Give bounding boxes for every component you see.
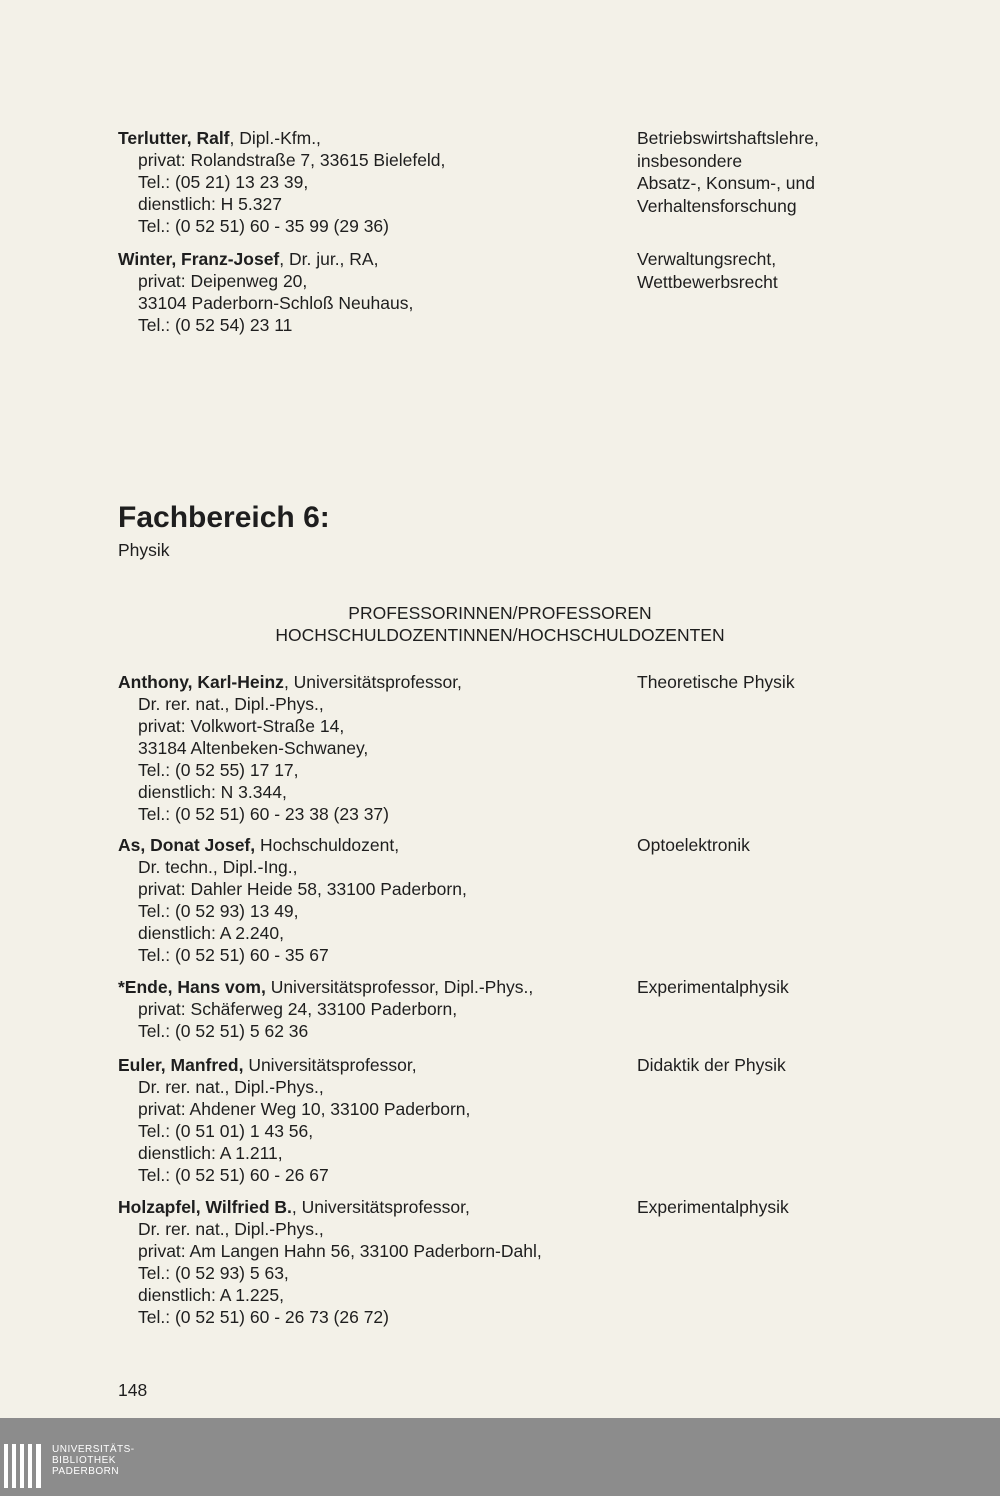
- detail-line: Tel.: (05 21) 13 23 39,: [138, 172, 309, 192]
- subject-line: Didaktik der Physik: [637, 1055, 786, 1075]
- entry-details: [118, 834, 618, 966]
- subject-line: Verhaltensforschung: [637, 195, 797, 216]
- person-title: Universitätsprofessor, Dipl.-Phys.,: [265, 977, 534, 997]
- entry-heading-line: [118, 976, 618, 998]
- person-name: Winter, Franz-Josef: [118, 249, 280, 269]
- subject-line: Experimentalphysik: [637, 977, 789, 997]
- detail-line: Tel.: (0 52 51) 60 - 35 99 (29 36): [138, 216, 389, 236]
- detail-line: Dr. rer. nat., Dipl.-Phys.,: [138, 694, 324, 714]
- detail-line: privat: Schäferweg 24, 33100 Paderborn,: [138, 999, 458, 1019]
- logo-line: UNIVERSITÄTS-: [52, 1444, 135, 1455]
- subject-line: Wettbewerbsrecht: [637, 271, 778, 292]
- detail-line: Tel.: (0 52 93) 13 49,: [138, 901, 299, 921]
- subject-area: [637, 834, 997, 857]
- detail-line: Tel.: (0 52 51) 60 - 23 38 (23 37): [138, 804, 389, 824]
- detail-line: privat: Deipenweg 20,: [138, 271, 308, 291]
- subject-line: Optoelektronik: [637, 835, 750, 855]
- subject-line: Verwaltungsrecht,: [637, 249, 777, 269]
- entry-details: [118, 671, 618, 825]
- detail-line: Tel.: (0 52 51) 5 62 36: [138, 1021, 309, 1041]
- detail-line: Tel.: (0 52 55) 17 17,: [138, 760, 299, 780]
- detail-line: Dr. rer. nat., Dipl.-Phys.,: [138, 1219, 324, 1239]
- subject-area: [637, 671, 997, 694]
- person-title: , Dr. jur., RA,: [279, 249, 379, 269]
- detail-line: Tel.: (0 52 51) 60 - 26 67: [138, 1165, 329, 1185]
- subject-area: [637, 248, 997, 293]
- detail-line: dienstlich: A 2.240,: [138, 923, 284, 943]
- detail-line: dienstlich: H 5.327: [138, 194, 282, 214]
- subject-line: Theoretische Physik: [637, 672, 795, 692]
- person-name: Holzapfel, Wilfried B.: [118, 1197, 292, 1217]
- person-name: As, Donat Josef,: [118, 835, 256, 855]
- entry-details: [118, 127, 618, 237]
- detail-line: Dr. techn., Dipl.-Ing.,: [138, 857, 298, 877]
- entry-heading-line: [118, 834, 618, 856]
- entry-heading-line: [118, 127, 618, 149]
- library-footer: [0, 1418, 1000, 1496]
- library-logo-text: [52, 1444, 135, 1477]
- detail-line: dienstlich: N 3.344,: [138, 782, 287, 802]
- entry-heading-line: [118, 671, 618, 693]
- detail-line: Tel.: (0 52 93) 5 63,: [138, 1263, 289, 1283]
- detail-line: privat: Rolandstraße 7, 33615 Bielefeld,: [138, 150, 446, 170]
- subject-area: [637, 976, 997, 999]
- detail-line: privat: Ahdener Weg 10, 33100 Paderborn,: [138, 1099, 471, 1119]
- entry-details: [118, 1054, 618, 1186]
- entry-details: [118, 976, 618, 1042]
- entry-heading-line: [118, 1054, 618, 1076]
- person-title: Hochschuldozent,: [255, 835, 400, 855]
- person-title: , Dipl.-Kfm.,: [229, 128, 321, 148]
- detail-line: 33184 Altenbeken-Schwaney,: [138, 738, 369, 758]
- person-name: Terlutter, Ralf: [118, 128, 230, 148]
- detail-line: Tel.: (0 52 51) 60 - 35 67: [138, 945, 329, 965]
- subject-area: [637, 1054, 997, 1077]
- detail-line: dienstlich: A 1.211,: [138, 1143, 283, 1163]
- person-title: Universitätsprofessor,: [243, 1055, 417, 1075]
- subject-area: [637, 1196, 997, 1219]
- person-name: *Ende, Hans vom,: [118, 977, 266, 997]
- detail-line: privat: Dahler Heide 58, 33100 Paderborn,: [138, 879, 467, 899]
- subject-line: Absatz-, Konsum-, und: [637, 173, 815, 193]
- person-name: Euler, Manfred,: [118, 1055, 244, 1075]
- detail-line: Tel.: (0 52 54) 23 11: [138, 315, 293, 335]
- person-name: Anthony, Karl-Heinz: [118, 672, 284, 692]
- faculty-heading: Fachbereich 6:: [118, 501, 330, 534]
- detail-line: Tel.: (0 52 51) 60 - 26 73 (26 72): [138, 1307, 389, 1327]
- person-title: , Universitätsprofessor,: [283, 672, 462, 692]
- detail-line: privat: Am Langen Hahn 56, 33100 Paderborn-Dahl,: [138, 1241, 542, 1261]
- entry-heading-line: [118, 1196, 618, 1218]
- subject-line: Betriebswirtshaftslehre,: [637, 128, 819, 148]
- entry-details: [118, 1196, 618, 1328]
- detail-line: Dr. rer. nat., Dipl.-Phys.,: [138, 1077, 324, 1097]
- page-number: 148: [118, 1380, 148, 1400]
- detail-line: privat: Volkwort-Straße 14,: [138, 716, 345, 736]
- entry-details: [118, 248, 618, 336]
- subject-line: Experimentalphysik: [637, 1197, 789, 1217]
- logo-line: PADERBORN: [52, 1466, 120, 1477]
- entry-heading-line: [118, 248, 618, 270]
- subject-area: [637, 127, 997, 217]
- subject-line: insbesondere: [637, 150, 743, 171]
- section-title-line-2: HOCHSCHULDOZENTINNEN/HOCHSCHULDOZENTEN: [275, 625, 725, 645]
- person-title: , Universitätsprofessor,: [291, 1197, 470, 1217]
- faculty-subheading: Physik: [118, 540, 170, 560]
- logo-line: BIBLIOTHEK: [52, 1455, 116, 1466]
- section-title-line-1: PROFESSORINNEN/PROFESSOREN: [348, 603, 652, 623]
- detail-line: dienstlich: A 1.225,: [138, 1285, 284, 1305]
- detail-line: 33104 Paderborn-Schloß Neuhaus,: [138, 293, 414, 313]
- detail-line: Tel.: (0 51 01) 1 43 56,: [138, 1121, 314, 1141]
